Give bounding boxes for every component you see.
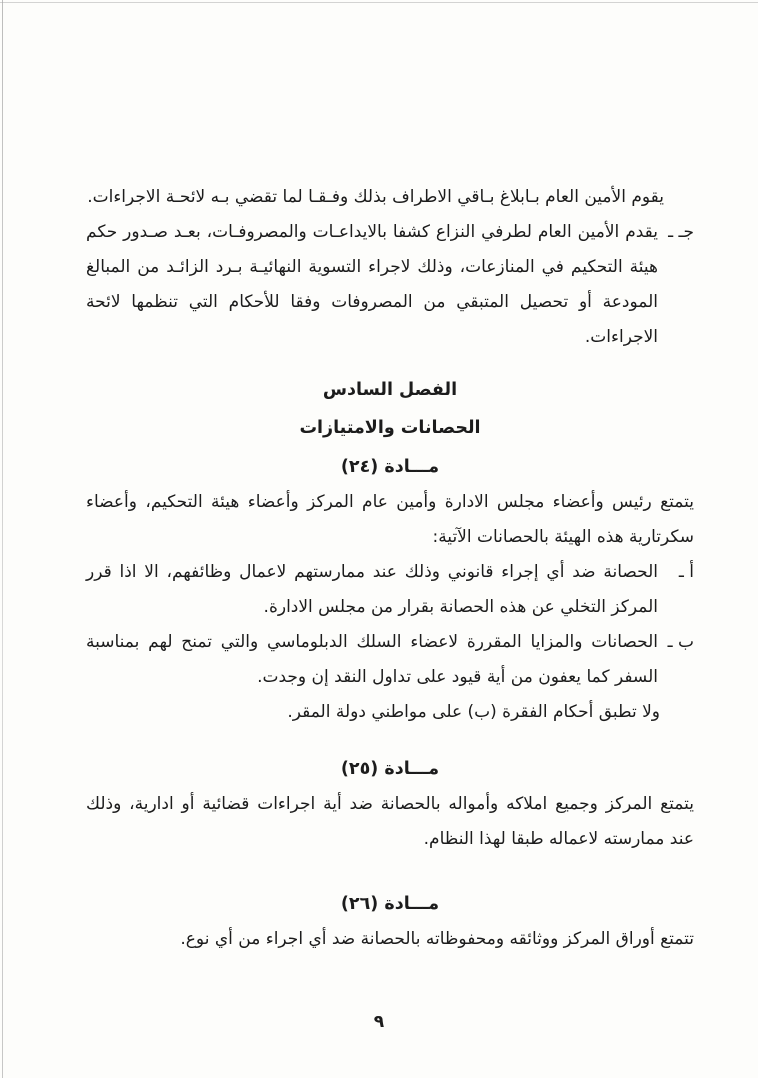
article-24-heading: مـــادة (٢٤) — [340, 457, 440, 477]
article-25-heading: مـــادة (٢٥) — [340, 759, 440, 779]
scan-edge-top — [0, 2, 758, 3]
section-heading: الحصانات والامتيازات — [299, 418, 481, 438]
list-marker-jeem: جـ ـ — [668, 222, 694, 242]
document-body — [86, 180, 694, 957]
list-item-alef-text: الحصانة ضد أي إجراء قانوني وذلك عند ممارستهم لاعمال وظائفهم، الا اذا قرر المركز التخلي عن هذه الحصانة بقرار من مجلس الادارة. — [86, 562, 658, 617]
list-marker-alef: أ ـ — [678, 562, 694, 582]
list-item-ba — [86, 625, 694, 695]
article-26-heading: مـــادة (٢٦) — [340, 894, 440, 914]
article-24-closing: ولا تطبق أحكام الفقرة (ب) على مواطني دولة المقر. — [287, 702, 660, 722]
article-25-text: يتمتع المركز وجميع املاكه وأمواله بالحصانة ضد أية اجراءات قضائية أو ادارية، وذلك عند ممارسته لاعماله طبقا لهذا النظام. — [86, 794, 694, 849]
article-24-intro: يتمتع رئيس وأعضاء مجلس الادارة وأمين عام المركز وأعضاء هيئة التحكيم، وأعضاء سكرتارية هذه الهيئة بالحصانات الآتية: — [86, 492, 694, 547]
page-number: ٩ — [373, 1012, 385, 1032]
scan-edge-left — [2, 0, 3, 1078]
list-item-alef — [86, 555, 694, 625]
chapter-heading: الفصل السادس — [322, 380, 458, 400]
article-26-text: تتمتع أوراق المركز ووثائقه ومحفوظاته بالحصانة ضد أي اجراء من أي نوع. — [180, 929, 694, 949]
list-item-jeem — [86, 215, 694, 355]
paragraph-continuation: يقوم الأمين العام بـابلاغ بـاقي الاطراف بذلك وفـقـا لما تقضي بـه لائحـة الاجراءات. — [87, 187, 664, 207]
list-marker-ba: ب ـ — [667, 632, 694, 652]
list-item-ba-text: الحصانات والمزايا المقررة لاعضاء السلك الدبلوماسي والتي تمنح لهم بمناسبة السفر كما يعفون من أية قيود على تداول النقد إن وجدت. — [86, 632, 658, 687]
list-item-jeem-text: يقدم الأمين العام لطرفي النزاع كشفا بالايداعـات والمصروفـات، بعـد صـدور حكم هيئة التحكيم في المنازعات، وذلك لاجراء التسوية النهائيـة بـرد الزائـد من المبالغ المودعة أو تحصيل المتبقي من المصروفات وفقا للأحكام التي تنظمها لائحة الاجراءات. — [86, 222, 658, 347]
